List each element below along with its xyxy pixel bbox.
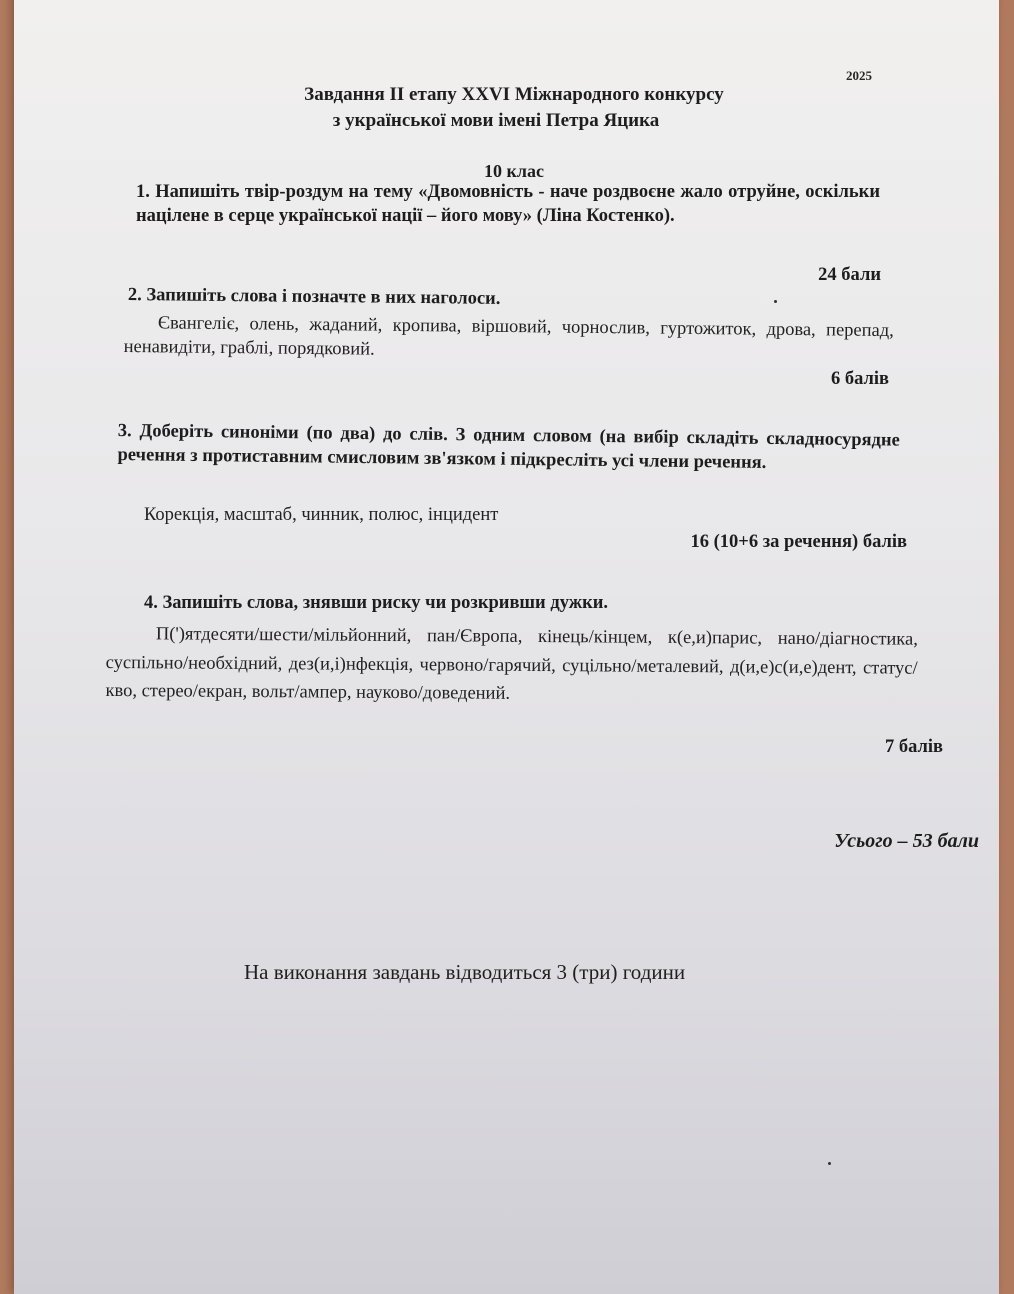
- task-2-score: 6 балів: [830, 369, 889, 389]
- time-note: На виконання завдань відводиться 3 (три) години: [244, 960, 686, 984]
- task-3-words: Корекція, масштаб, чинник, полюс, інцидент: [144, 505, 499, 525]
- paper-speck: [774, 300, 777, 303]
- title-line-1: Завдання II етапу XXVI Міжнародного конкурсу: [304, 84, 724, 105]
- task-2-words: Євангеліє, олень, жаданий, кропива, віршовий, чорнослив, гуртожиток, дрова, перепад, ненавидіти, граблі, порядковий.: [123, 313, 894, 360]
- task-1-score: 24 бали: [818, 265, 881, 285]
- exam-sheet: [14, 0, 999, 1294]
- task-3-heading: 3. Доберіть синоніми (по два) до слів. З одним словом (на вибір складіть складносурядне речення з протиставним смисловим зв'язком і підкресліть усі члени речення.: [117, 420, 900, 473]
- task-3-score: 16 (10+6 за речення) балів: [690, 532, 907, 552]
- title-line-2: з української мови імені Петра Яцика: [332, 110, 660, 131]
- task-4-words: П(')ятдесяти/шести/мільйонний, пан/Європа, кінець/кінцем, к(е,и)парис, нано/діагностика, суспільно/необхідний, дез(и,і)нфекція, червоно/гарячий, суцільно/металевий, д(и,е)с(и,е)дент, статус/кво, стерео/екран, вольт/ампер, науково/доведений.: [105, 624, 918, 704]
- total-score: Усього – 53 бали: [834, 830, 979, 852]
- task-4-heading: 4. Запишіть слова, знявши риску чи розкривши дужки.: [144, 593, 609, 613]
- grade-label: 10 клас: [484, 161, 544, 181]
- task-2-heading: 2. Запишіть слова і позначте в них наголоси.: [127, 284, 501, 309]
- task-1-heading: 1. Напишіть твір-роздум на тему «Двомовність - наче роздвоєне жало отруйне, оскільки націлене в серце української нації – його мову» (Ліна Костенко).: [136, 182, 880, 226]
- task-4-score: 7 балів: [884, 737, 943, 757]
- paper-speck: [828, 1162, 831, 1165]
- year-label: 2025: [846, 68, 872, 83]
